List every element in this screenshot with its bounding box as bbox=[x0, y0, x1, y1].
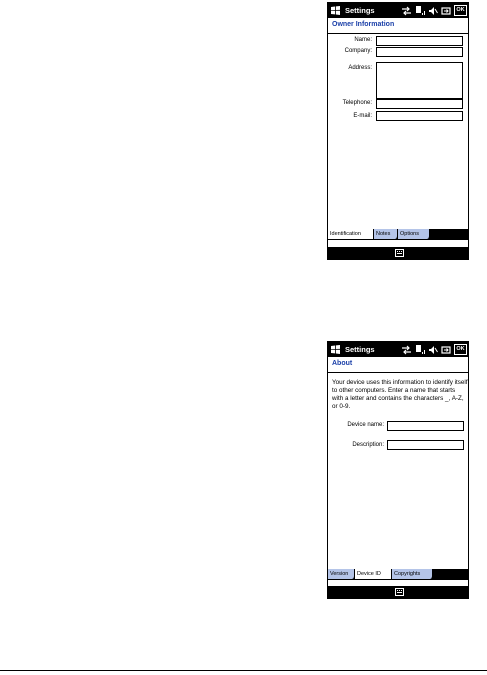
device-name-field[interactable] bbox=[387, 421, 464, 431]
page-header: About bbox=[332, 360, 353, 367]
tab-notes[interactable]: Notes bbox=[374, 229, 398, 239]
keyboard-icon[interactable] bbox=[395, 249, 404, 257]
window-title: Settings bbox=[345, 6, 375, 15]
sync-icon[interactable] bbox=[441, 6, 451, 16]
email-field[interactable] bbox=[376, 111, 463, 121]
keyboard-icon[interactable] bbox=[395, 588, 404, 596]
address-field[interactable] bbox=[376, 62, 463, 99]
tab-bar bbox=[328, 229, 468, 240]
tab-version[interactable]: Version bbox=[328, 569, 355, 579]
page-header: Owner Information bbox=[332, 21, 395, 28]
windows-start-icon[interactable] bbox=[330, 5, 341, 16]
tab-device-id[interactable]: Device ID bbox=[355, 569, 392, 579]
sync-icon[interactable] bbox=[441, 345, 451, 355]
owner-information-screen bbox=[327, 2, 469, 260]
email-label: E-mail: bbox=[353, 113, 372, 119]
ok-button[interactable]: OK bbox=[454, 344, 467, 355]
tab-copyrights[interactable]: Copyrights bbox=[392, 569, 433, 579]
page-divider bbox=[0, 670, 487, 671]
device-name-label: Device name: bbox=[347, 422, 384, 428]
description-field[interactable] bbox=[387, 440, 464, 450]
connectivity-icon[interactable] bbox=[401, 6, 412, 16]
address-label: Address: bbox=[348, 65, 372, 71]
menu-bar bbox=[328, 247, 468, 260]
telephone-label: Telephone: bbox=[342, 100, 372, 106]
tab-bar bbox=[328, 569, 468, 580]
menu-bar bbox=[328, 586, 468, 599]
header-divider bbox=[328, 33, 468, 34]
company-field[interactable] bbox=[376, 47, 463, 57]
name-field[interactable] bbox=[376, 36, 463, 46]
about-screen bbox=[327, 341, 469, 599]
window-title: Settings bbox=[345, 345, 375, 354]
speaker-muted-icon[interactable] bbox=[428, 345, 438, 355]
battery-signal-icon[interactable] bbox=[415, 344, 425, 355]
title-bar bbox=[328, 342, 468, 357]
company-label: Company: bbox=[344, 48, 372, 54]
speaker-muted-icon[interactable] bbox=[428, 6, 438, 16]
battery-signal-icon[interactable] bbox=[415, 5, 425, 16]
header-divider bbox=[328, 372, 468, 373]
ok-button[interactable]: OK bbox=[454, 5, 467, 16]
windows-start-icon[interactable] bbox=[330, 344, 341, 355]
device-id-description: Your device uses this information to identify itself to other computers. Enter a name that starts with a letter and contains the characters _, A-Z, or 0-9. bbox=[332, 379, 468, 410]
telephone-field[interactable] bbox=[376, 99, 463, 109]
connectivity-icon[interactable] bbox=[401, 345, 412, 355]
name-label: Name: bbox=[354, 37, 372, 43]
description-label: Description: bbox=[352, 442, 384, 448]
title-bar bbox=[328, 3, 468, 18]
tab-options[interactable]: Options bbox=[398, 229, 430, 239]
tab-identification[interactable]: Identification bbox=[328, 229, 374, 239]
